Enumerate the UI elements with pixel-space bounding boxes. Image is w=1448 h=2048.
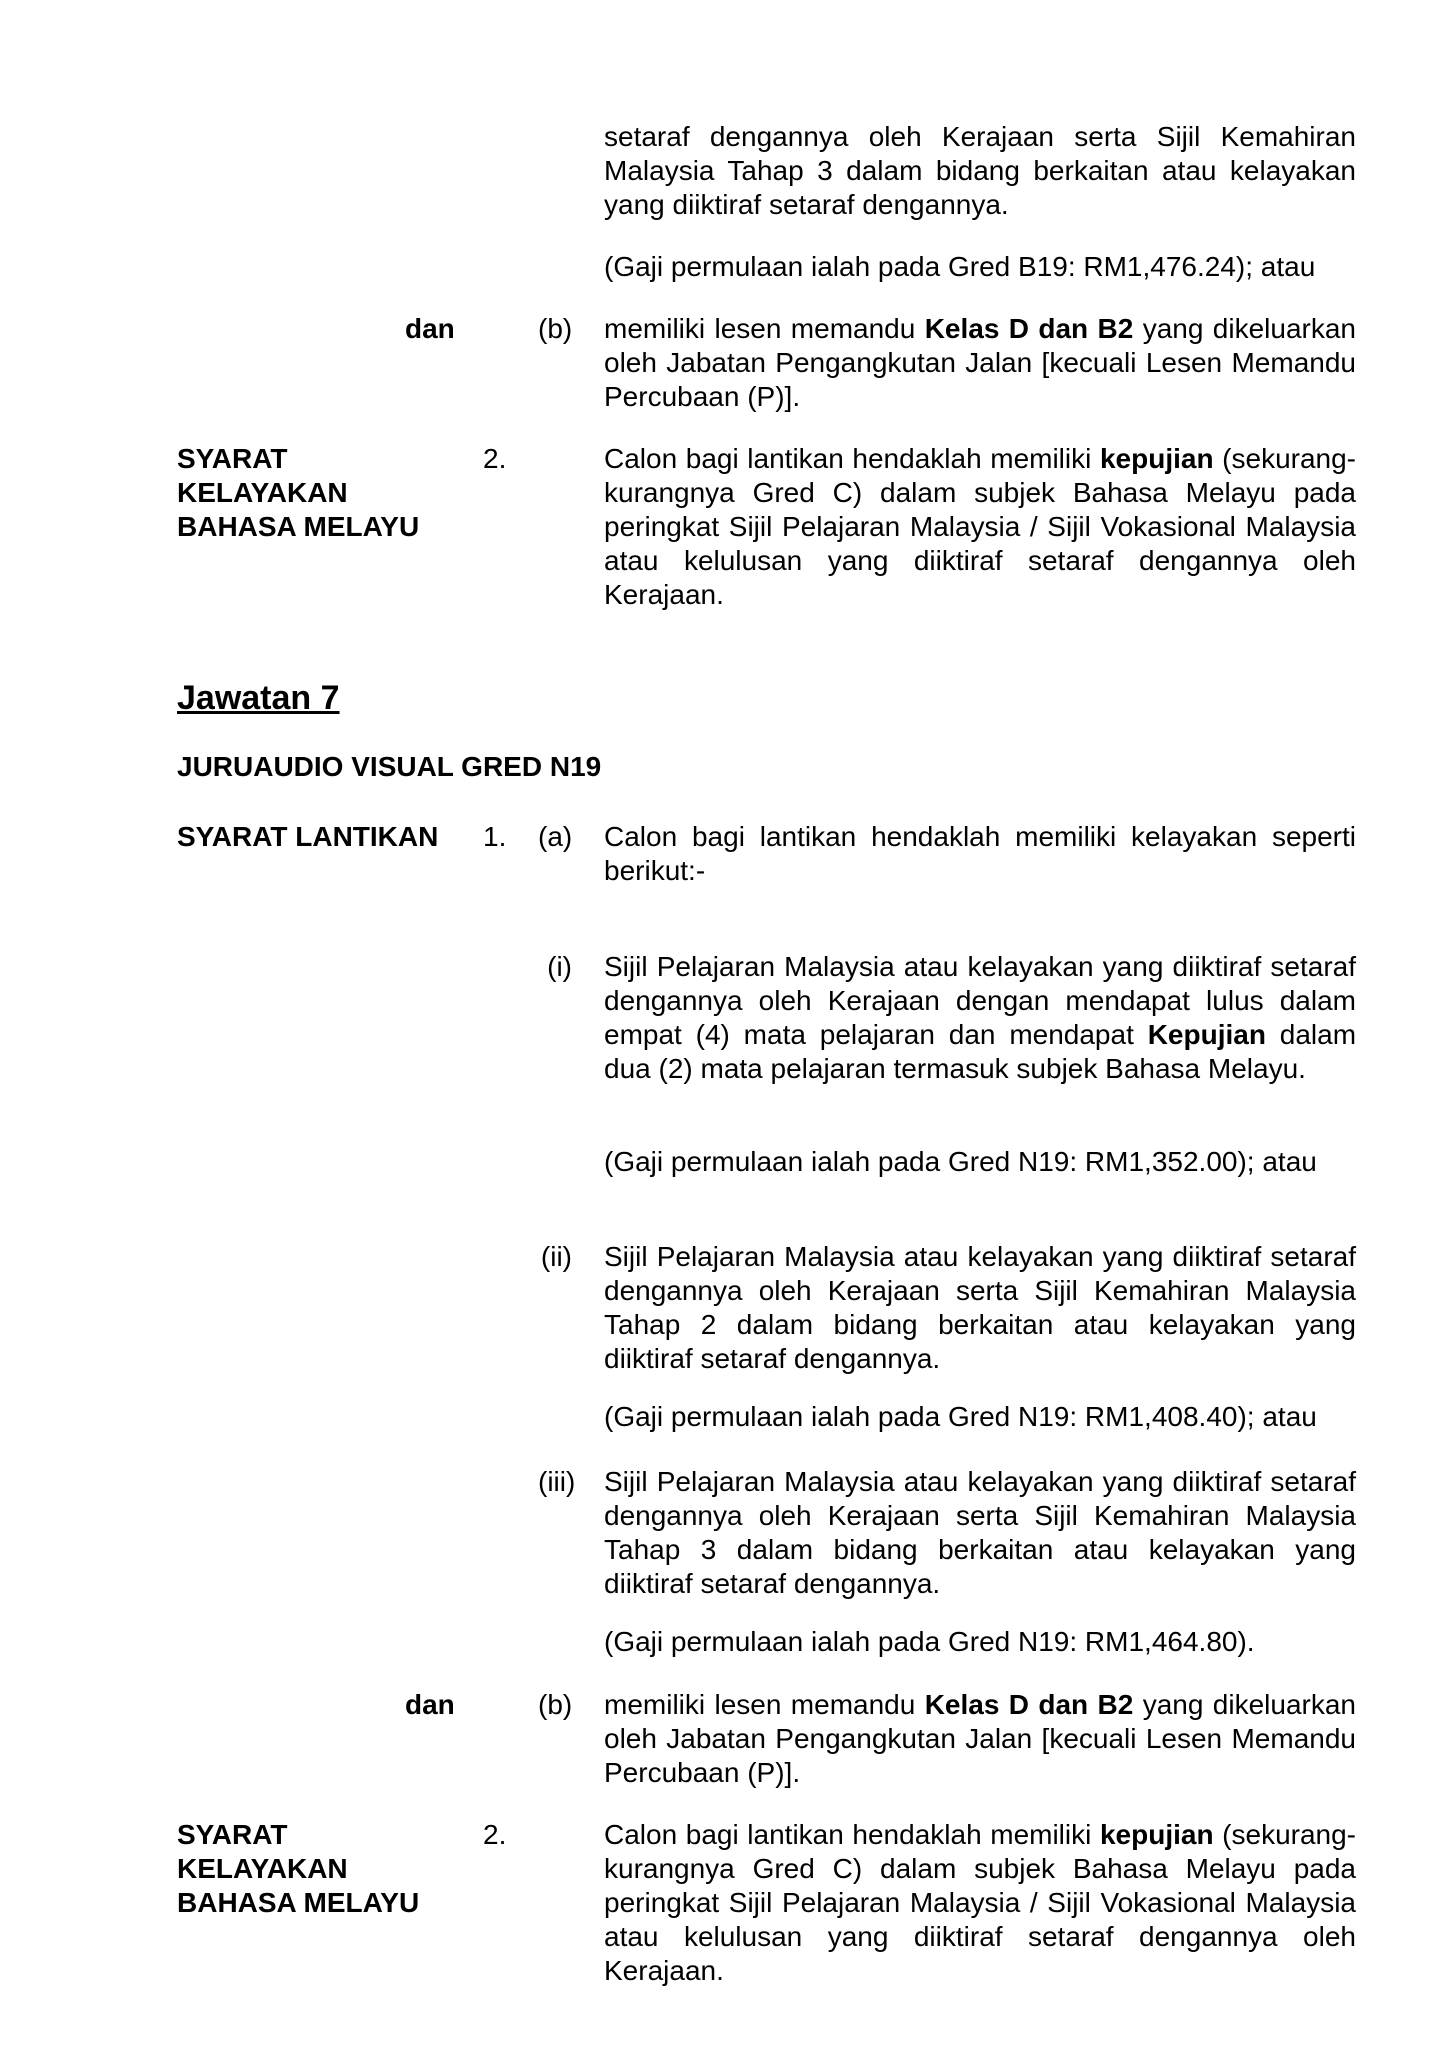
- label-line: BAHASA MELAYU: [177, 1887, 420, 1918]
- licence-class: Kelas D dan B2: [924, 1689, 1134, 1720]
- language-requirement: [604, 1818, 1356, 1988]
- requirement-text-pre: Calon bagi lantikan hendaklah memiliki: [604, 1819, 1092, 1850]
- qualification-item: Sijil Pelajaran Malaysia atau kelayakan yang diiktiraf setaraf dengannya oleh Kerajaan serta Sijil Kemahiran Malaysia Tahap 2 dalam bidang berkaitan atau kelayakan yang diiktiraf setaraf dengannya.: [604, 1241, 1356, 1374]
- label-line: KELAYAKAN: [177, 1853, 348, 1884]
- continuation-line: yang diiktiraf setaraf dengannya.: [604, 189, 1009, 220]
- section-label-bahasa: [177, 1818, 419, 1920]
- post-title: JURUAUDIO VISUAL GRED N19: [177, 751, 602, 782]
- licence-text-post: yang dikeluarkan oleh Jabatan Pengangkutan Jalan [kecuali Lesen Memandu Percubaan (P)].: [604, 1689, 1356, 1788]
- licence-requirement: [604, 1688, 1356, 1790]
- item-marker-iii: (iii): [538, 1466, 576, 1497]
- requirement-text-pre: Calon bagi lantikan hendaklah memiliki: [604, 443, 1092, 474]
- label-line: KELAYAKAN: [177, 477, 348, 508]
- continuation-line: Malaysia Tahap 3 dalam bidang berkaitan atau kelayakan: [604, 155, 1356, 186]
- qualification-kepujian: Kepujian: [1147, 1019, 1266, 1050]
- salary-note-b19: (Gaji permulaan ialah pada Gred B19: RM1,476.24); atau: [604, 251, 1316, 282]
- salary-note: (Gaji permulaan ialah pada Gred N19: RM1,352.00); atau: [604, 1146, 1317, 1177]
- licence-text-pre: memiliki lesen memandu: [604, 1689, 916, 1720]
- item-marker-b: (b): [538, 1689, 573, 1720]
- section-label-bahasa: [177, 442, 419, 544]
- label-line: SYARAT: [177, 443, 288, 474]
- licence-text-post: yang dikeluarkan oleh Jabatan Pengangkutan Jalan [kecuali Lesen Memandu Percubaan (P)].: [604, 313, 1356, 412]
- continuation-line: setaraf dengannya oleh Kerajaan serta Sijil Kemahiran: [604, 121, 1356, 152]
- clause-number-2: 2.: [483, 443, 507, 474]
- item-marker-b: (b): [538, 313, 573, 344]
- requirement-text-post: (sekurang-kurangnya Gred C) dalam subjek Bahasa Melayu pada peringkat Sijil Pelajaran Malaysia / Sijil Vokasional Malaysia atau kelulusan yang diiktiraf setaraf dengannya oleh Kerajaan.: [604, 1819, 1357, 1986]
- item-marker-a: (a): [538, 821, 573, 852]
- language-requirement: [604, 442, 1356, 612]
- qualification-item: [604, 950, 1356, 1086]
- item-marker-ii: (ii): [540, 1241, 572, 1272]
- item-marker-i: (i): [547, 951, 572, 982]
- dan-connector: dan: [405, 1689, 455, 1720]
- clause-number-2: 2.: [483, 1819, 507, 1850]
- qualification-text-post: dalam dua (2) mata pelajaran termasuk subjek Bahasa Melayu.: [604, 1019, 1357, 1084]
- licence-requirement: [604, 312, 1356, 414]
- salary-note: (Gaji permulaan ialah pada Gred N19: RM1,408.40); atau: [604, 1401, 1317, 1432]
- requirement-kepujian: kepujian: [1099, 1819, 1214, 1850]
- qualification-intro: Calon bagi lantikan hendaklah memiliki kelayakan seperti berikut:-: [604, 821, 1356, 886]
- qualification-item: Sijil Pelajaran Malaysia atau kelayakan yang diiktiraf setaraf dengannya oleh Kerajaan serta Sijil Kemahiran Malaysia Tahap 3 dalam bidang berkaitan atau kelayakan yang diiktiraf setaraf dengannya.: [604, 1466, 1356, 1599]
- licence-text-pre: memiliki lesen memandu: [604, 313, 916, 344]
- clause-number-1: 1.: [483, 821, 507, 852]
- requirement-text-post: (sekurang-kurangnya Gred C) dalam subjek Bahasa Melayu pada peringkat Sijil Pelajaran Malaysia / Sijil Vokasional Malaysia atau kelulusan yang diiktiraf setaraf dengannya oleh Kerajaan.: [604, 443, 1357, 610]
- label-line: BAHASA MELAYU: [177, 511, 420, 542]
- requirement-kepujian: kepujian: [1099, 443, 1214, 474]
- qualification-text-pre: Sijil Pelajaran Malaysia atau kelayakan yang diiktiraf setaraf dengannya oleh Kerajaan dengan mendapat lulus dalam empat (4) mata pelajaran dan mendapat: [604, 951, 1356, 1050]
- section-label-syarat-lantikan: SYARAT LANTIKAN: [177, 821, 439, 852]
- salary-note: (Gaji permulaan ialah pada Gred N19: RM1,464.80).: [604, 1626, 1255, 1657]
- continuation-paragraph: [604, 120, 1356, 222]
- dan-connector: dan: [405, 313, 455, 344]
- label-line: SYARAT: [177, 1819, 288, 1850]
- licence-class: Kelas D dan B2: [924, 313, 1134, 344]
- jawatan-heading: Jawatan 7: [177, 679, 340, 717]
